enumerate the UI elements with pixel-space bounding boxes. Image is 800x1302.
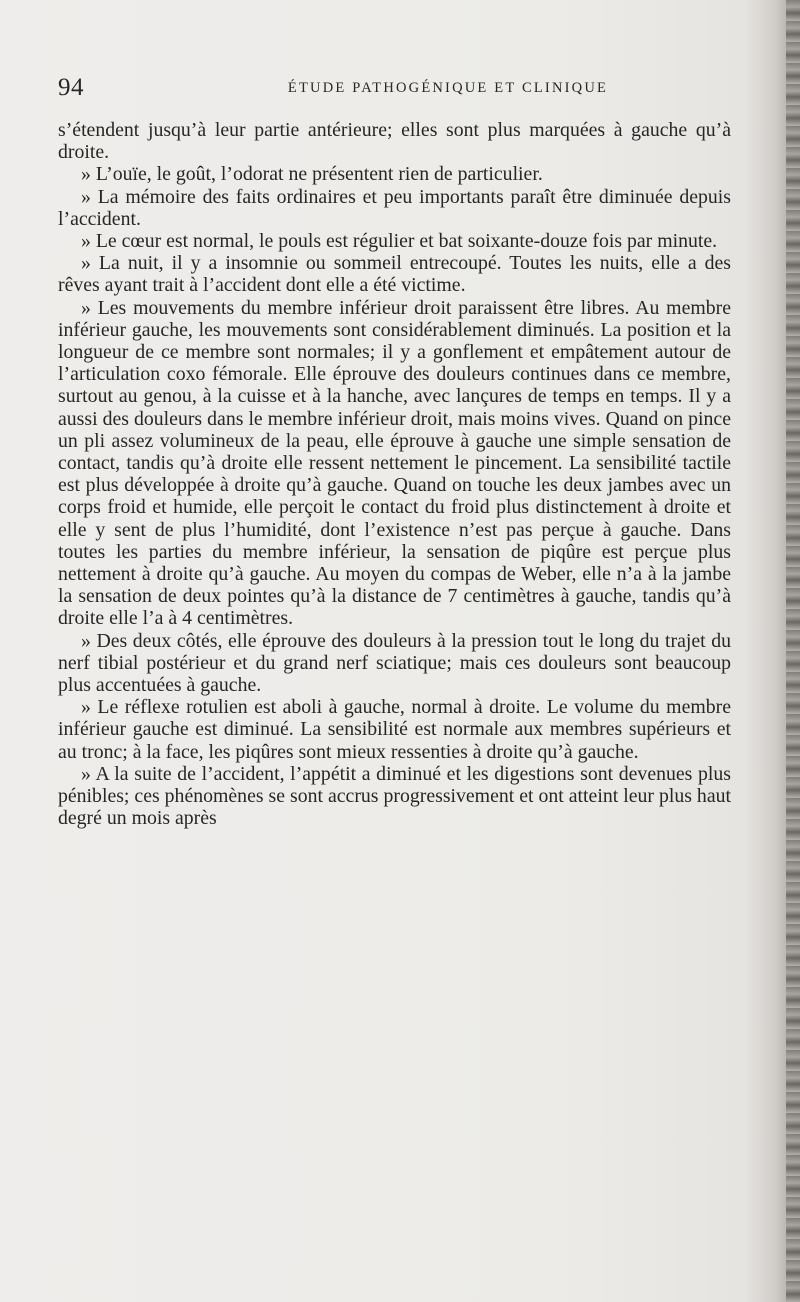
paragraph-appetite: » A la suite de l’accident, l’appétit a diminué et les digestions sont devenues plus pénibles; ces phénomènes se sont accrus progressivement et ont atteint leur plus haut degré un mois après	[58, 762, 731, 830]
paragraph-pain: » Des deux côtés, elle éprouve des douleurs à la pression tout le long du trajet du nerf tibial postérieur et du grand nerf sciatique; mais ces douleurs sont beaucoup plus accentuées à gauche.	[58, 629, 731, 697]
page-edge-shadow	[786, 0, 800, 1302]
paragraph-heart: » Le cœur est normal, le pouls est régulier et bat soixante-douze fois par minute.	[81, 230, 718, 253]
paragraph-movements: » Les mouvements du membre inférieur droit paraissent être libres. Au membre inférieur gauche, les mouvements sont considérablement diminués. La position et la longueur de ce membre sont normales; il y a gonflement et empâtement autour de l’articulation coxo fémorale. Elle éprouve des douleurs continues dans ce membre, surtout au genou, à la cuisse et à la hanche, avec lançures de temps en temps. Il y a aussi des douleurs dans le membre inférieur droit, mais moins vives. Quand on pince un pli assez volumineux de la peau, elle éprouve à gauche une simple sensation de contact, tandis qu’à droite elle ressent nettement le pincement. La sensibilité tactile est plus développée à droite qu’à gauche. Quand on touche les deux jambes avec un corps froid et humide, elle perçoit le contact du froid plus distinctement à droite et elle y sent de plus l’humidité, dont l’existence n’est pas perçue à gauche. Dans toutes les parties du membre inférieur, la sensation de piqûre est perçue plus nettement à droite qu’à gauche. Au moyen du compas de Weber, elle n’a à la jambe la sensation de deux pointes qu’à la distance de 7 centimètres à gauche, tandis qu’à droite elle l’a à 4 centimètres.	[58, 296, 731, 630]
page-number: 94	[58, 74, 84, 101]
page-header	[58, 74, 758, 104]
body-text	[58, 119, 731, 830]
paragraph-senses: » L’ouïe, le goût, l’odorat ne présentent rien de particulier.	[81, 163, 543, 186]
running-title: ÉTUDE PATHOGÉNIQUE ET CLINIQUE	[287, 80, 609, 96]
paragraph-night: » La nuit, il y a insomnie ou sommeil entrecoupé. Toutes les nuits, elle a des rêves ayant trait à l’accident dont elle a été victime.	[58, 252, 731, 297]
paragraph-reflex: » Le réflexe rotulien est aboli à gauche, normal à droite. Le volume du membre inférieur gauche est diminué. La sensibilité est normale aux membres supérieurs et au tronc; à la face, les piqûres sont mieux ressenties à droite qu’à gauche.	[58, 696, 731, 763]
paragraph-continuation: s’étendent jusqu’à leur partie antérieure; elles sont plus marquées à gauche qu’à droite.	[58, 119, 731, 164]
paragraph-memory: » La mémoire des faits ordinaires et peu importants paraît être diminuée depuis l’accident.	[58, 185, 731, 230]
